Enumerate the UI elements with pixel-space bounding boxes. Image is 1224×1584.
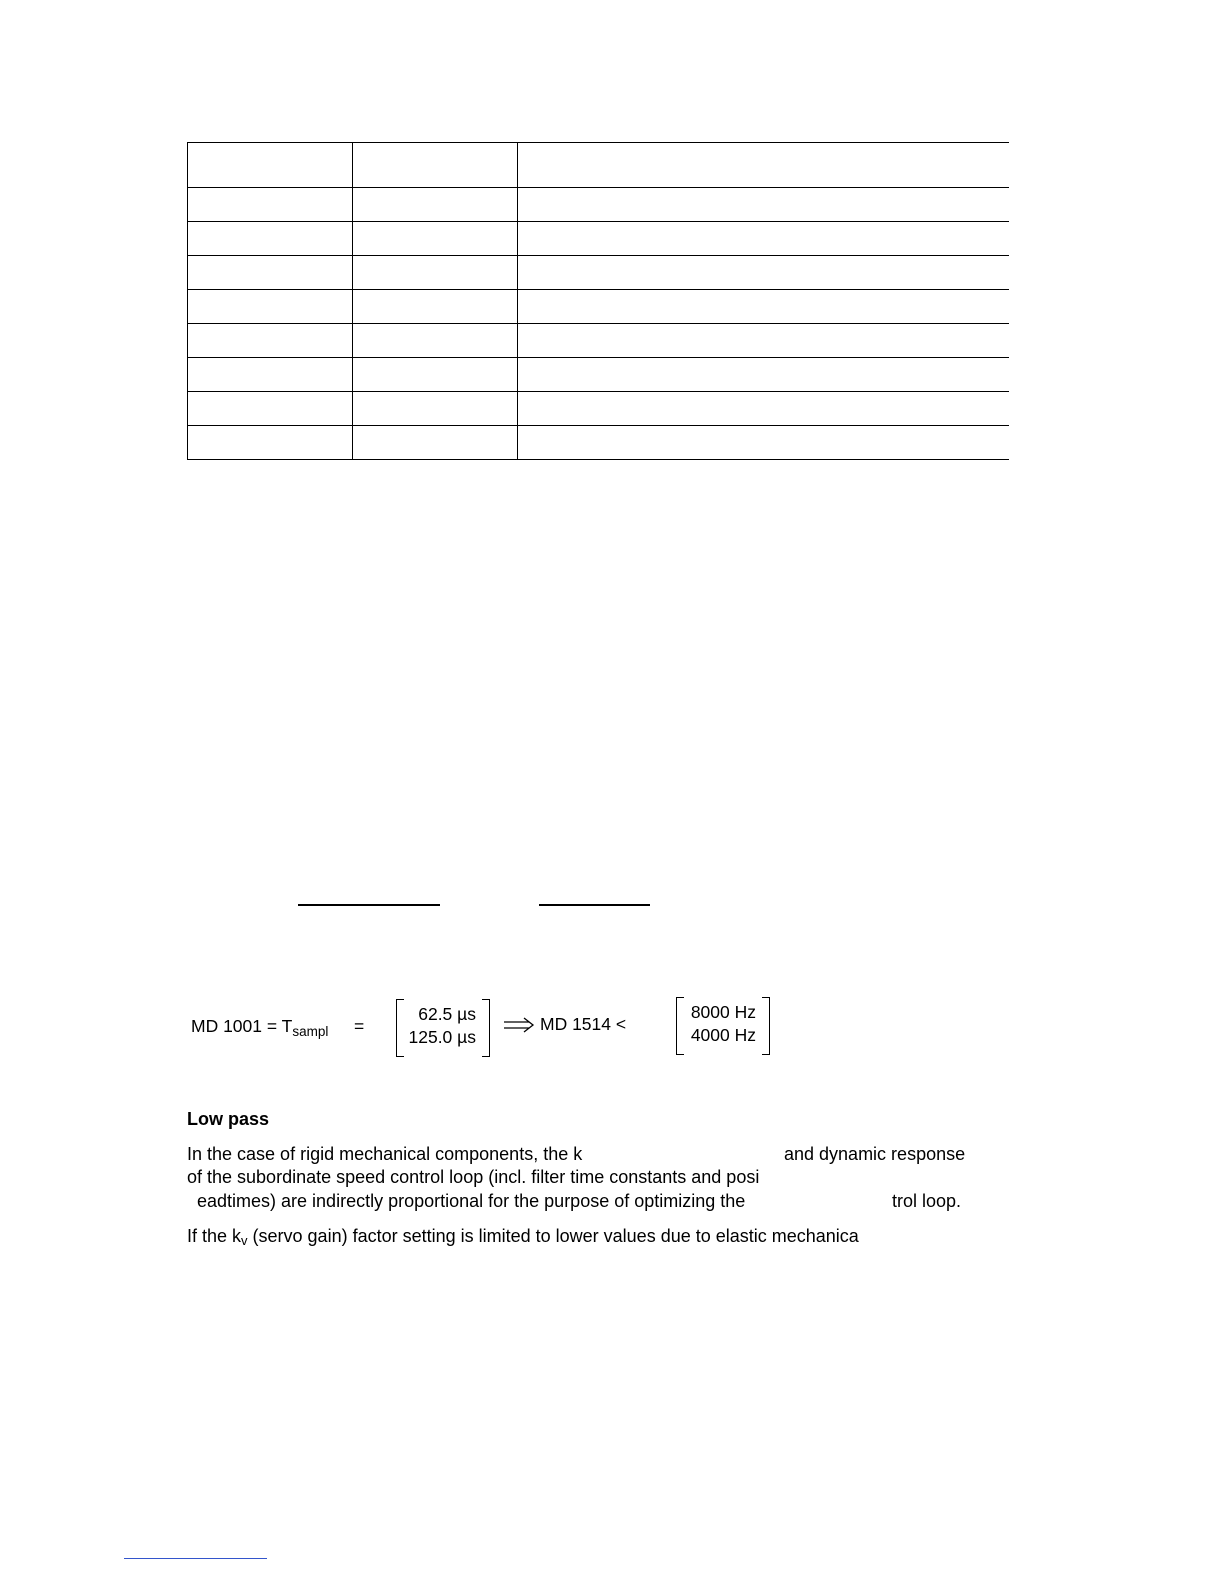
underline-rule-2 <box>539 904 650 906</box>
paragraph-line-1b: and dynamic response <box>784 1144 966 1164</box>
bracket-value-1: 62.5 µs <box>418 1004 476 1024</box>
table-cell <box>353 290 518 324</box>
formula-equals: = <box>354 1016 365 1036</box>
line-4-subscript: v <box>241 1233 248 1248</box>
table-cell <box>188 188 353 222</box>
formula-rhs: MD 1514 < <box>540 1014 627 1034</box>
table-cell <box>353 392 518 426</box>
line-4-prefix: If the k <box>187 1226 242 1246</box>
section-heading: Low pass <box>187 1109 270 1129</box>
table-cell <box>188 358 353 392</box>
table-cell <box>353 324 518 358</box>
table-row <box>188 324 1010 358</box>
table-cell <box>188 392 353 426</box>
table-cell <box>188 324 353 358</box>
table-cell <box>518 222 1010 256</box>
paragraph-line-4 <box>187 1225 859 1253</box>
table-row <box>188 290 1010 324</box>
sample-time-bracket <box>396 999 490 1057</box>
table-cell <box>353 426 518 460</box>
table-cell <box>188 290 353 324</box>
table-row <box>188 426 1010 460</box>
table-cell <box>353 256 518 290</box>
table-cell <box>518 426 1010 460</box>
table-cell <box>353 222 518 256</box>
table-row <box>188 188 1010 222</box>
table-cell <box>518 358 1010 392</box>
table-cell <box>188 143 353 188</box>
bracket-value-1: 8000 Hz <box>690 1002 756 1022</box>
table-header-row <box>188 143 1010 188</box>
implies-arrow-icon <box>503 1017 535 1033</box>
bracket-right <box>482 999 490 1057</box>
paragraph-line-1a: In the case of rigid mechanical components, the k <box>187 1144 583 1164</box>
paragraph-line-3a: eadtimes) are indirectly proportional for the purpose of optimizing the <box>197 1191 746 1211</box>
underline-rule-1 <box>298 904 440 906</box>
table-cell <box>353 188 518 222</box>
formula-lhs-prefix: MD 1001 = T <box>191 1016 293 1036</box>
parameter-table <box>187 142 1009 460</box>
table-row <box>188 222 1010 256</box>
line-4-rest: (servo gain) factor setting is limited to lower values due to elastic mechanica <box>247 1226 859 1246</box>
frequency-bracket <box>676 997 770 1055</box>
table-cell <box>518 324 1010 358</box>
table-row <box>188 392 1010 426</box>
bracket-value-2: 4000 Hz <box>690 1025 756 1045</box>
formula-lhs <box>191 1018 328 1039</box>
paragraph-line-3b: trol loop. <box>892 1191 962 1211</box>
table-row <box>188 358 1010 392</box>
table-cell <box>353 143 518 188</box>
formula-lhs-subscript: sampl <box>292 1024 329 1039</box>
bracket-right <box>762 997 770 1055</box>
table-cell <box>518 143 1010 188</box>
bracket-left <box>676 997 684 1055</box>
table-row <box>188 256 1010 290</box>
table-cell <box>518 188 1010 222</box>
footer-link-rule[interactable] <box>124 1558 267 1559</box>
table-cell <box>188 426 353 460</box>
table-cell <box>188 222 353 256</box>
table-cell <box>188 256 353 290</box>
table-cell <box>518 392 1010 426</box>
bracket-left <box>396 999 404 1057</box>
table-cell <box>353 358 518 392</box>
paragraph-line-2: of the subordinate speed control loop (incl. filter time constants and posi <box>187 1167 760 1187</box>
table-cell <box>518 290 1010 324</box>
table-cell <box>518 256 1010 290</box>
bracket-value-2: 125.0 µs <box>408 1027 476 1047</box>
